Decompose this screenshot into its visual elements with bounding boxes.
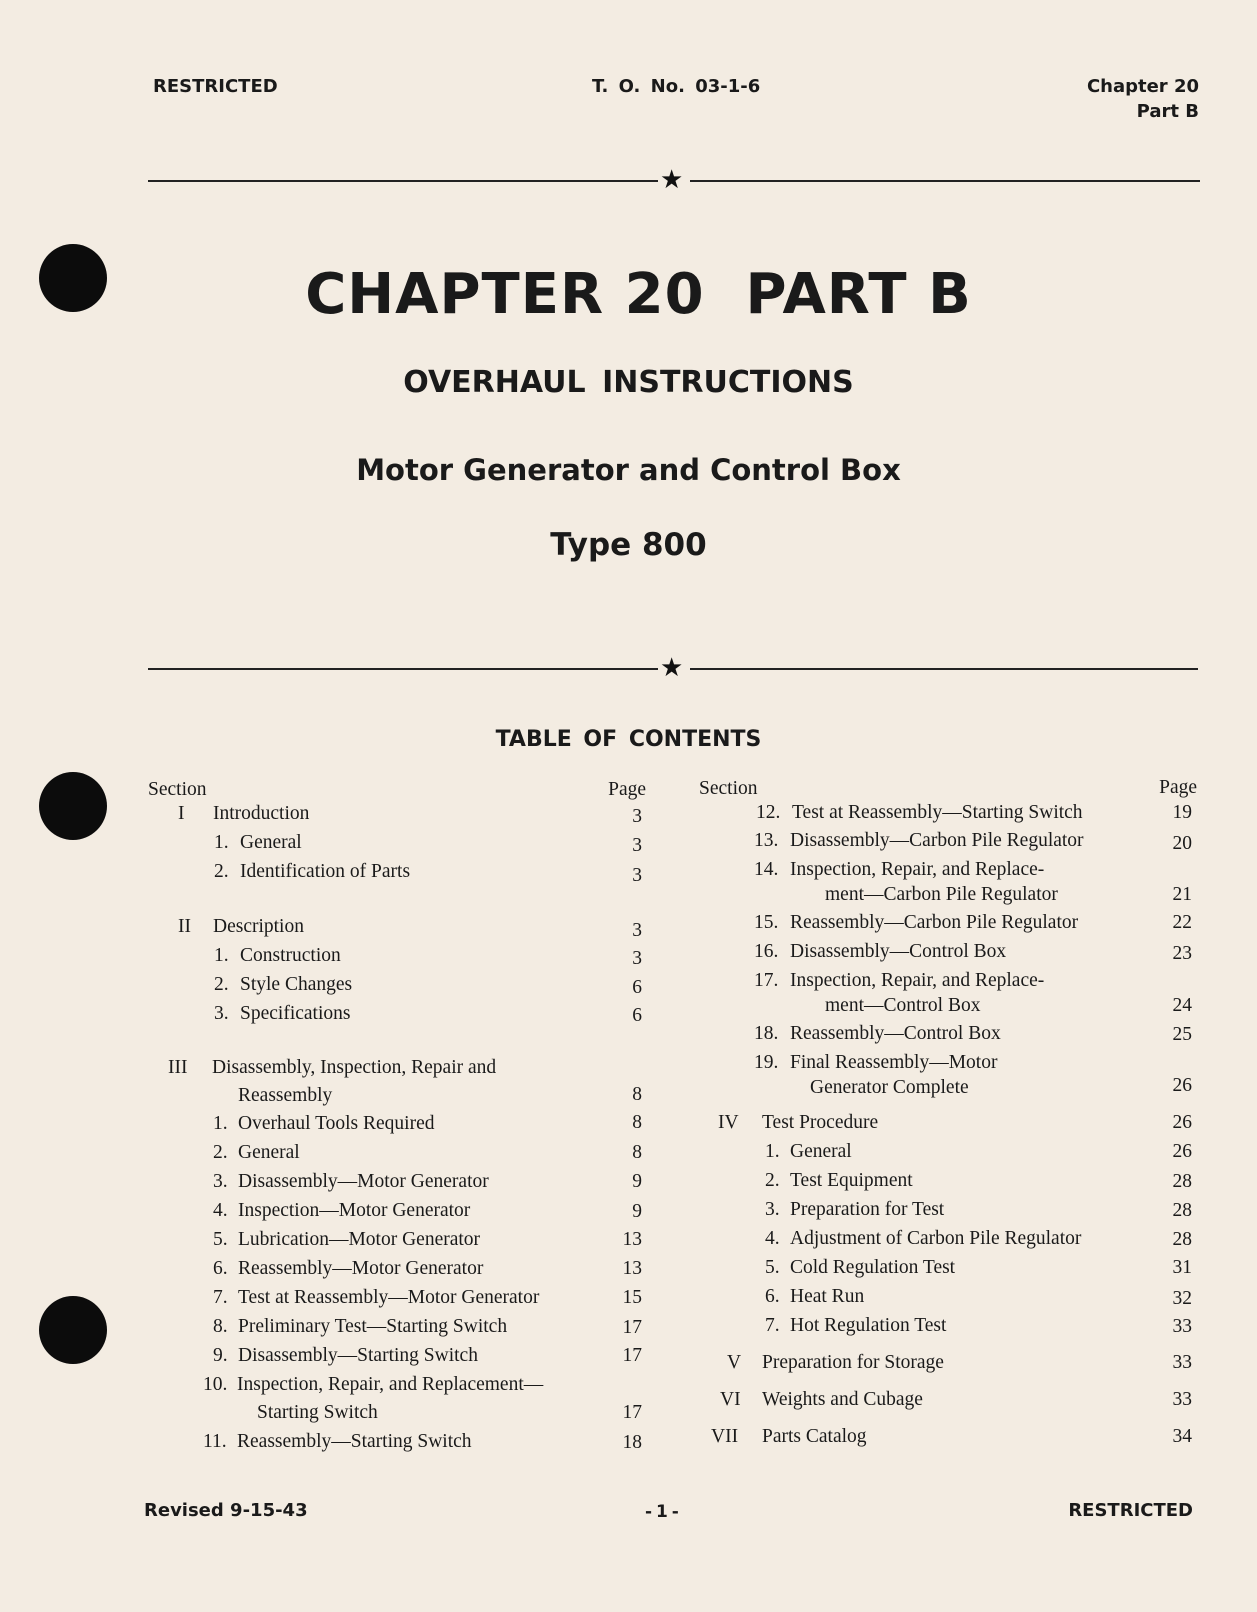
toc-entry-label: Preliminary Test—Starting Switch	[238, 1316, 508, 1337]
toc-entry-page: 24	[1172, 995, 1192, 1016]
toc-entry-page: 3	[632, 948, 642, 969]
toc-entry-number: III	[168, 1057, 188, 1078]
toc-entry-number: II	[178, 916, 191, 937]
toc-entry-number: VII	[711, 1426, 739, 1447]
toc-entry-number: 2.	[214, 974, 229, 995]
subject-title: Motor Generator and Control Box	[356, 453, 901, 487]
toc-entry-number: 8.	[213, 1316, 228, 1337]
page-number: - 1 -	[645, 1502, 679, 1522]
star-icon: ★	[660, 653, 684, 683]
toc-entry-page: 17	[622, 1402, 642, 1423]
toc-entry-number: 13.	[754, 830, 779, 851]
toc-entry-label: Inspection—Motor Generator	[238, 1200, 471, 1221]
toc-entry-page: 25	[1172, 1024, 1192, 1045]
toc-entry-number: 10.	[203, 1374, 228, 1395]
toc-entry-number: I	[178, 803, 185, 824]
toc-entry-page: 3	[632, 865, 642, 886]
toc-entry-label: Reassembly—Carbon Pile Regulator	[790, 912, 1079, 933]
toc-entry-label: Disassembly—Carbon Pile Regulator	[790, 830, 1084, 851]
chapter-title: CHAPTER 20 PART B	[305, 262, 972, 327]
toc-entry-number: 4.	[213, 1200, 228, 1221]
toc-entry-label: Description	[213, 916, 304, 937]
toc-entry-page: 28	[1172, 1229, 1192, 1250]
toc-entry-page: 17	[622, 1345, 642, 1366]
toc-entry-number: 7.	[213, 1287, 228, 1308]
toc-entry-number: V	[727, 1352, 742, 1373]
toc-entry-label: Weights and Cubage	[762, 1389, 923, 1410]
header-part: Part B	[1136, 101, 1199, 122]
toc-entry-number: 6.	[765, 1286, 780, 1307]
toc-entry-label: Inspection, Repair, and Replace-	[790, 970, 1045, 991]
type-title: Type 800	[550, 527, 707, 563]
toc-entry-page: 23	[1172, 943, 1192, 964]
toc-entry-page: 15	[622, 1287, 642, 1308]
toc-left-page-label: Page	[608, 779, 646, 800]
toc-entry-number: 1.	[214, 945, 229, 966]
footer-classification: RESTRICTED	[1068, 1500, 1193, 1521]
toc-entry-label: General	[238, 1142, 300, 1163]
toc-entry-number: 9.	[213, 1345, 228, 1366]
toc-left-section-label: Section	[148, 779, 207, 800]
toc-entry-number: 1.	[214, 832, 229, 853]
toc-entry-label-continued: Generator Complete	[810, 1077, 969, 1098]
toc-entry-label: Test at Reassembly—Starting Switch	[792, 802, 1083, 823]
toc-entry-label: Heat Run	[790, 1286, 865, 1307]
toc-entry-number: 6.	[213, 1258, 228, 1279]
toc-entry-page: 28	[1172, 1200, 1192, 1221]
toc-entry-label: Lubrication—Motor Generator	[238, 1229, 481, 1250]
toc-entry-number: 7.	[765, 1315, 780, 1336]
toc-entry-page: 9	[632, 1201, 642, 1222]
toc-entry-page: 33	[1172, 1352, 1192, 1373]
toc-entry-label: Inspection, Repair, and Replacement—	[237, 1374, 544, 1395]
toc-entry-label: Identification of Parts	[240, 861, 411, 882]
toc-entry-label: Style Changes	[240, 974, 353, 995]
toc-entry-number: 5.	[213, 1229, 228, 1250]
toc-entry-page: 17	[622, 1317, 642, 1338]
toc-entry-label-continued: Reassembly	[238, 1085, 333, 1106]
toc-entry-page: 28	[1172, 1171, 1192, 1192]
toc-entry-label: Parts Catalog	[762, 1426, 867, 1447]
toc-entry-number: 14.	[754, 859, 779, 880]
toc-entry-number: IV	[718, 1112, 739, 1133]
toc-entry-page: 6	[632, 1005, 642, 1026]
toc-entry-number: 11.	[203, 1431, 227, 1452]
toc-entry-number: 3.	[214, 1003, 229, 1024]
toc-entry-label: General	[240, 832, 302, 853]
toc-entry-page: 20	[1172, 833, 1192, 854]
toc-entry-page: 8	[632, 1084, 642, 1105]
toc-entry-label: Disassembly—Control Box	[790, 941, 1007, 962]
toc-entry-page: 9	[632, 1171, 642, 1192]
toc-entry-label: Introduction	[213, 803, 310, 824]
toc-entry-label: Reassembly—Starting Switch	[237, 1431, 472, 1452]
toc-entry-label: General	[790, 1141, 852, 1162]
toc-entry-label: Reassembly—Control Box	[790, 1023, 1001, 1044]
footer-revision: Revised 9-15-43	[144, 1500, 308, 1521]
toc-entry-number: 2.	[213, 1142, 228, 1163]
toc-entry-page: 26	[1172, 1112, 1192, 1133]
toc-entry-label: Preparation for Storage	[762, 1352, 944, 1373]
toc-entry-number: 19.	[754, 1052, 779, 1073]
toc-entry-number: 16.	[754, 941, 779, 962]
toc-entry-page: 8	[632, 1142, 642, 1163]
toc-entry-label: Reassembly—Motor Generator	[238, 1258, 484, 1279]
toc-entry-number: 18.	[754, 1023, 779, 1044]
toc-entry-number: 15.	[754, 912, 779, 933]
toc-entry-label-continued: Starting Switch	[257, 1402, 378, 1423]
toc-entry-label: Hot Regulation Test	[790, 1315, 947, 1336]
toc-entry-page: 34	[1172, 1426, 1192, 1447]
toc-entry-label: Disassembly, Inspection, Repair and	[212, 1057, 497, 1078]
toc-entry-page: 26	[1172, 1141, 1192, 1162]
toc-right-page-label: Page	[1159, 777, 1197, 798]
toc-entry-page: 3	[632, 806, 642, 827]
toc-entry-page: 13	[622, 1258, 642, 1279]
toc-entry-label: Disassembly—Motor Generator	[238, 1171, 489, 1192]
toc-entry-page: 3	[632, 835, 642, 856]
toc-entry-number: 2.	[214, 861, 229, 882]
toc-entry-page: 19	[1172, 802, 1192, 823]
toc-entry-page: 13	[622, 1229, 642, 1250]
toc-entry-number: 17.	[754, 970, 779, 991]
toc-entry-page: 6	[632, 977, 642, 998]
toc-heading: TABLE OF CONTENTS	[495, 727, 762, 752]
toc-entry-label: Test Procedure	[762, 1112, 879, 1133]
toc-entry-label: Inspection, Repair, and Replace-	[790, 859, 1045, 880]
toc-entry-page: 21	[1172, 884, 1192, 905]
header-chapter: Chapter 20	[1086, 76, 1199, 97]
toc-entry-page: 26	[1172, 1075, 1192, 1096]
toc-entry-number: 1.	[213, 1113, 228, 1134]
toc-entry-number: 5.	[765, 1257, 780, 1278]
toc-entry-page: 18	[622, 1432, 642, 1453]
toc-entry-label: Cold Regulation Test	[790, 1257, 956, 1278]
header-classification: RESTRICTED	[153, 76, 278, 97]
toc-entry-page: 22	[1172, 912, 1192, 933]
overhaul-subtitle: OVERHAUL INSTRUCTIONS	[403, 365, 854, 400]
toc-entry-number: 3.	[213, 1171, 228, 1192]
star-icon: ★	[660, 165, 684, 195]
toc-entry-number: 2.	[765, 1170, 780, 1191]
toc-entry-label-continued: ment—Carbon Pile Regulator	[825, 884, 1058, 905]
toc-entry-number: VI	[720, 1389, 741, 1410]
toc-entry-label-continued: ment—Control Box	[825, 995, 981, 1016]
toc-entry-number: 1.	[765, 1141, 780, 1162]
toc-right-section-label: Section	[699, 778, 758, 799]
toc-entry-page: 31	[1172, 1257, 1192, 1278]
toc-entry-label: Overhaul Tools Required	[238, 1113, 435, 1134]
toc-entry-label: Adjustment of Carbon Pile Regulator	[790, 1228, 1082, 1249]
toc-entry-number: 3.	[765, 1199, 780, 1220]
toc-entry-page: 3	[632, 920, 642, 941]
toc-entry-label: Specifications	[240, 1003, 351, 1024]
toc-entry-page: 33	[1172, 1389, 1192, 1410]
toc-entry-label: Test at Reassembly—Motor Generator	[238, 1287, 540, 1308]
header-to-number: T. O. No. 03-1-6	[592, 76, 761, 97]
toc-entry-page: 8	[632, 1112, 642, 1133]
toc-entry-label: Preparation for Test	[790, 1199, 945, 1220]
toc-entry-label: Final Reassembly—Motor	[790, 1052, 998, 1073]
toc-entry-number: 12.	[756, 802, 781, 823]
toc-entry-label: Test Equipment	[790, 1170, 913, 1191]
toc-entry-page: 33	[1172, 1316, 1192, 1337]
toc-entry-page: 32	[1172, 1288, 1192, 1309]
toc-entry-number: 4.	[765, 1228, 780, 1249]
toc-entry-label: Disassembly—Starting Switch	[238, 1345, 478, 1366]
toc-entry-label: Construction	[240, 945, 341, 966]
